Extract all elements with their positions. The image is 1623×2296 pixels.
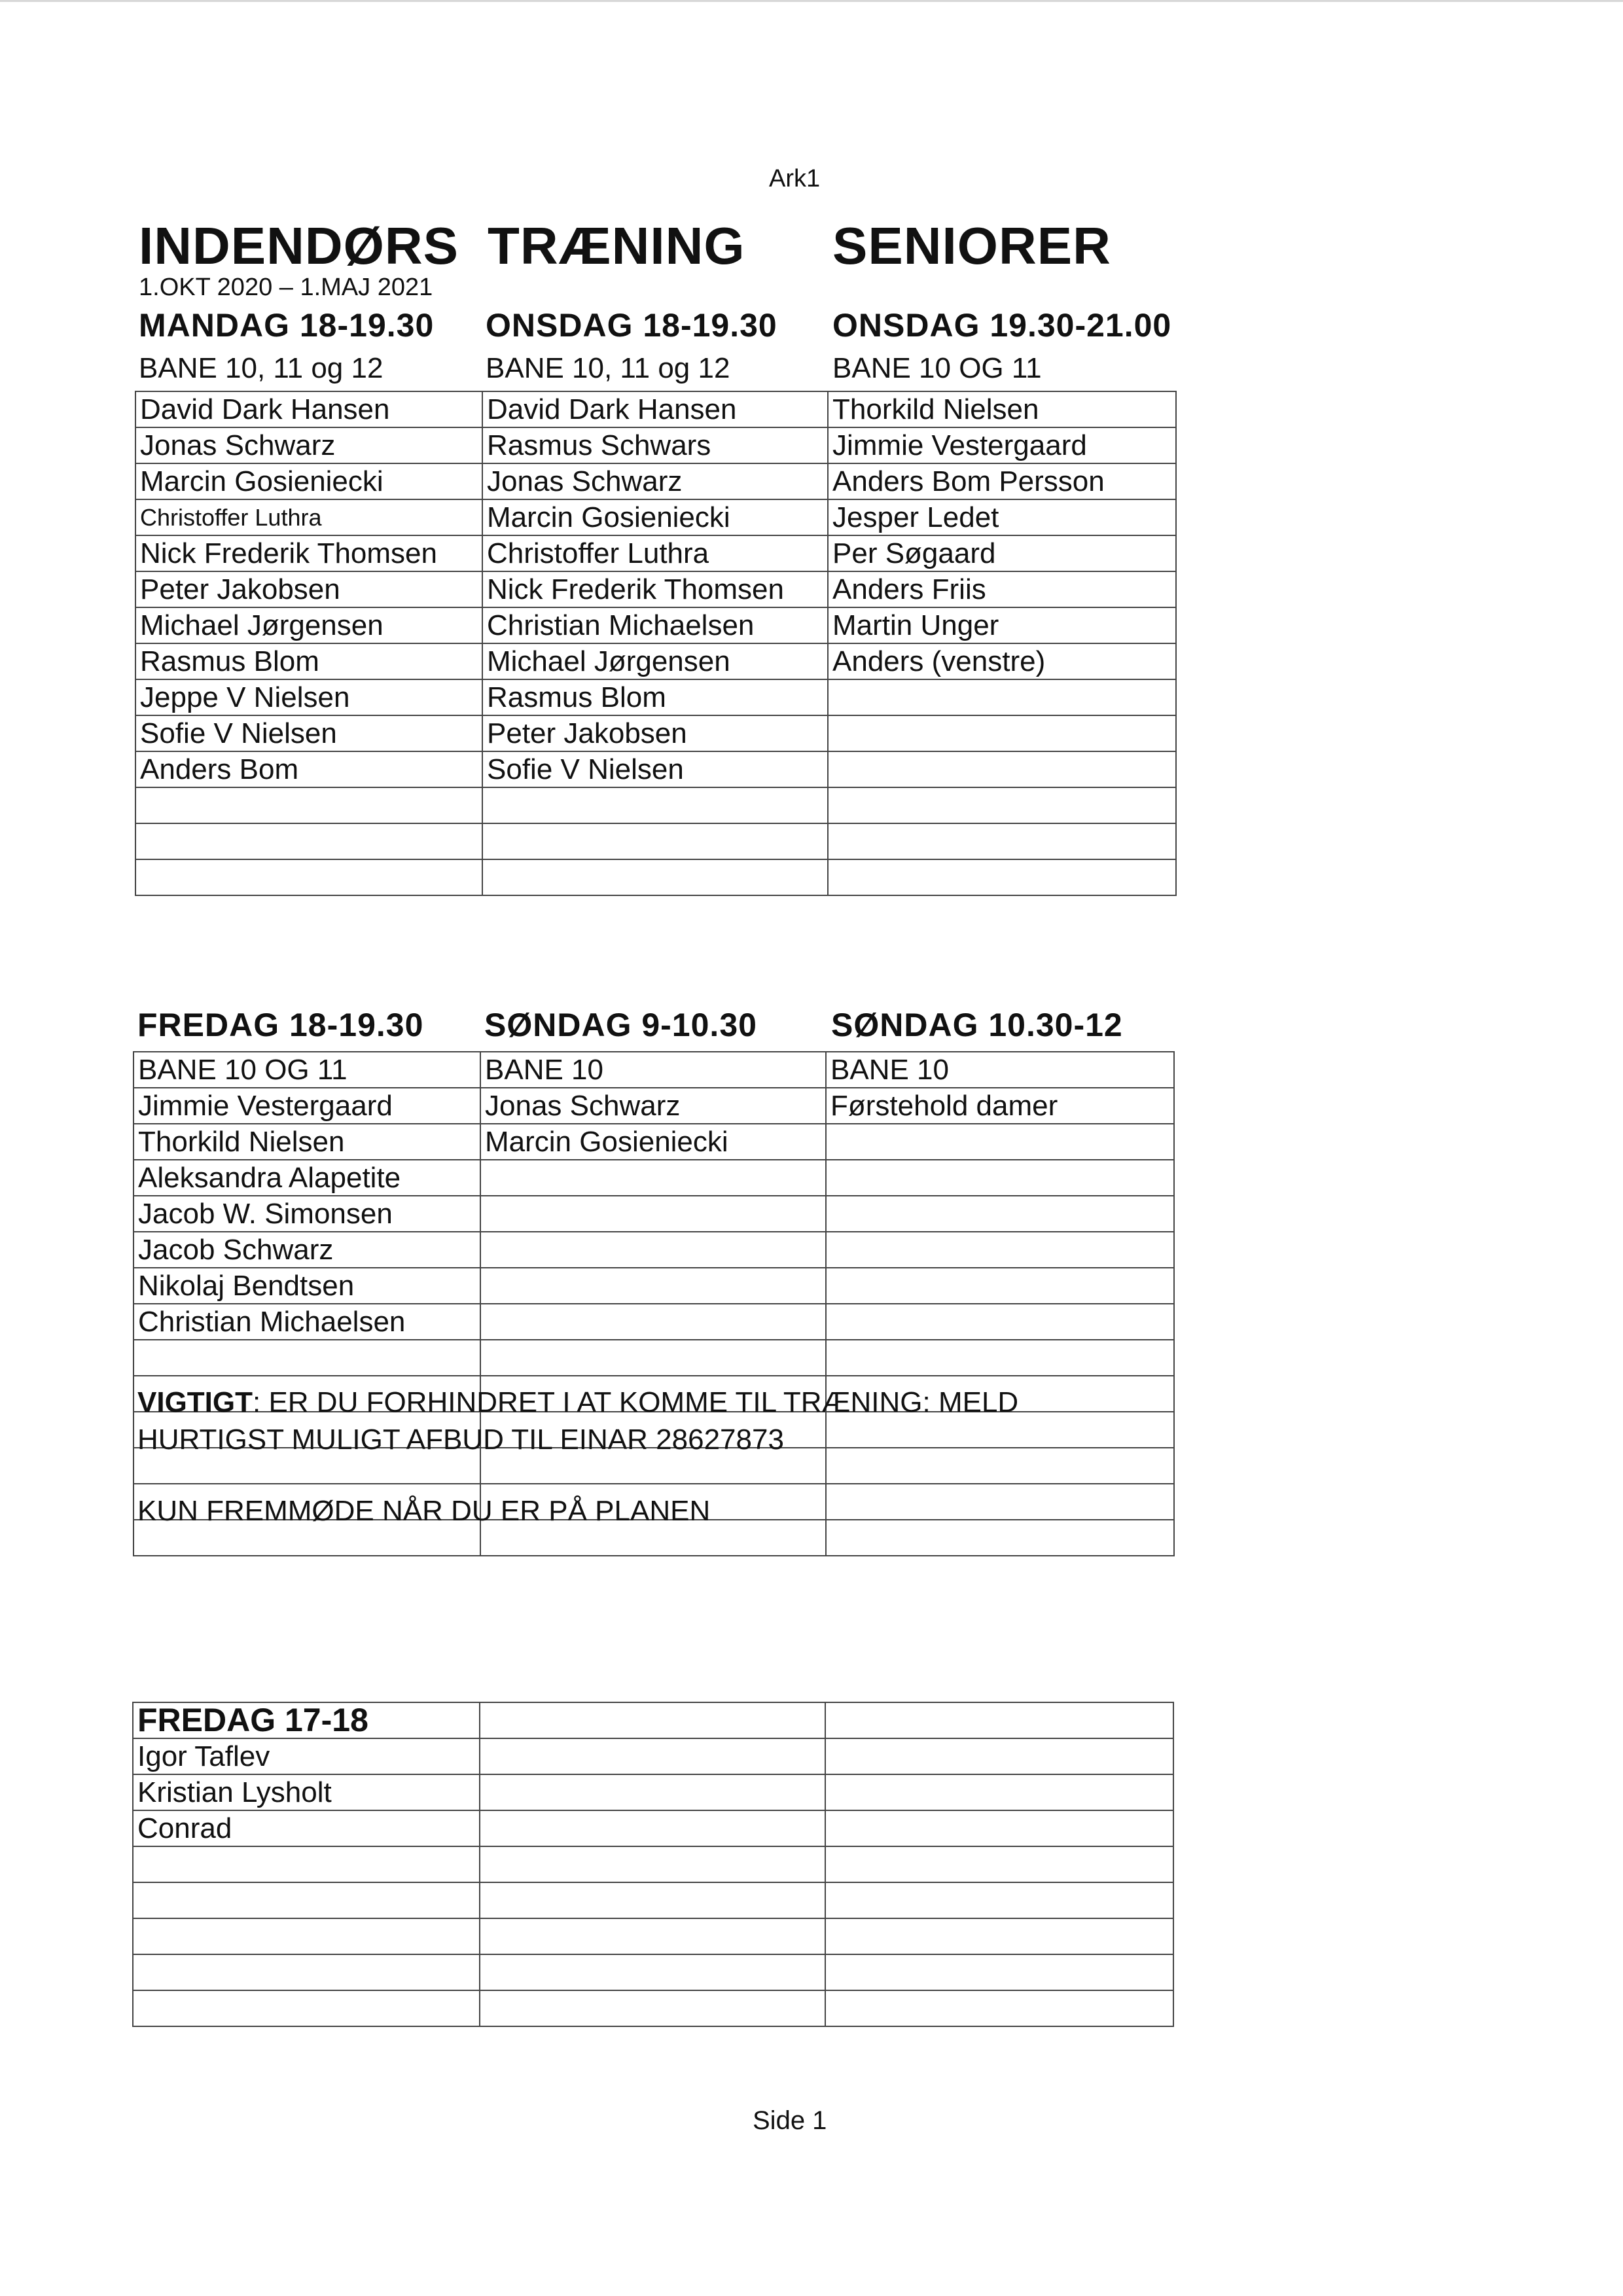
player-cell: Jeppe V Nielsen (135, 679, 482, 715)
empty-cell (134, 1340, 480, 1376)
empty-cell (826, 1520, 1174, 1556)
court-monday: BANE 10, 11 og 12 (139, 352, 383, 384)
court-cell: BANE 10 OG 11 (134, 1052, 480, 1088)
empty-cell (826, 1232, 1174, 1268)
player-cell: Christoffer Luthra (482, 535, 828, 571)
player-cell: Marcin Gosieniecki (482, 499, 828, 535)
court-wednesday-early: BANE 10, 11 og 12 (486, 352, 730, 384)
day-friday-early: FREDAG 17-18 (133, 1702, 480, 1738)
table-row (133, 1810, 1173, 1846)
empty-cell (480, 1340, 826, 1376)
empty-cell (825, 1954, 1173, 1990)
schedule-table-1 (135, 391, 1177, 896)
empty-cell (825, 1702, 1173, 1738)
player-cell: Igor Taflev (133, 1738, 480, 1774)
empty-cell (825, 1990, 1173, 2026)
table-row (135, 427, 1176, 463)
court-wednesday-late: BANE 10 OG 11 (832, 352, 1042, 384)
day-sunday-early: SØNDAG 9-10.30 (484, 1007, 757, 1043)
empty-cell (825, 1774, 1173, 1810)
table-row (135, 607, 1176, 643)
player-cell: Christian Michaelsen (134, 1304, 480, 1340)
scan-edge-line (0, 0, 1623, 2)
day-wednesday-early: ONSDAG 18-19.30 (486, 307, 777, 344)
table-row (133, 1774, 1173, 1810)
empty-cell (825, 1846, 1173, 1882)
table-row (134, 1268, 1174, 1304)
notice-cell (826, 1484, 1174, 1520)
player-cell: Per Søgaard (828, 535, 1176, 571)
empty-cell (133, 1846, 480, 1882)
empty-cell (825, 1882, 1173, 1918)
empty-cell (480, 1810, 825, 1846)
table-row (135, 823, 1176, 859)
player-cell: Christoffer Luthra (135, 499, 482, 535)
table-row (135, 499, 1176, 535)
table-row (133, 1954, 1173, 1990)
player-cell: Peter Jakobsen (482, 715, 828, 751)
empty-cell (133, 1882, 480, 1918)
empty-cell (482, 787, 828, 823)
table-row (133, 1702, 1173, 1738)
empty-cell (135, 787, 482, 823)
table-row (135, 643, 1176, 679)
player-cell: Jimmie Vestergaard (828, 427, 1176, 463)
player-cell: Jonas Schwarz (135, 427, 482, 463)
empty-cell (480, 1954, 825, 1990)
player-cell: Anders Bom Persson (828, 463, 1176, 499)
player-cell: Jonas Schwarz (480, 1088, 826, 1124)
table-row (135, 535, 1176, 571)
court-cell: BANE 10 (826, 1052, 1174, 1088)
empty-cell (828, 751, 1176, 787)
empty-cell (480, 1232, 826, 1268)
player-cell: Jacob W. Simonsen (134, 1196, 480, 1232)
notice-line-2: HURTIGST MULIGT AFBUD TIL EINAR 28627873 (137, 1424, 784, 1456)
notice-line-1 (137, 1386, 1018, 1419)
empty-cell (828, 859, 1176, 895)
player-cell: Martin Unger (828, 607, 1176, 643)
empty-cell (825, 1738, 1173, 1774)
empty-cell (480, 1990, 825, 2026)
notice-line-3: KUN FREMMØDE NÅR DU ER PÅ PLANEN (137, 1495, 711, 1527)
empty-cell (480, 1196, 826, 1232)
empty-cell (480, 1160, 826, 1196)
court-cell: BANE 10 (480, 1052, 826, 1088)
player-cell: Michael Jørgensen (482, 643, 828, 679)
empty-cell (133, 1918, 480, 1954)
empty-cell (480, 1846, 825, 1882)
table-row (133, 1846, 1173, 1882)
empty-cell (482, 859, 828, 895)
empty-cell (480, 1774, 825, 1810)
player-cell: Anders Friis (828, 571, 1176, 607)
player-cell: Aleksandra Alapetite (134, 1160, 480, 1196)
empty-cell (828, 715, 1176, 751)
player-cell: Rasmus Blom (135, 643, 482, 679)
notice-text-1: : ER DU FORHINDRET I AT KOMME TIL TRÆNING: MELD (253, 1386, 1019, 1418)
player-cell: Sofie V Nielsen (135, 715, 482, 751)
table-row (133, 1882, 1173, 1918)
title-indendors: INDENDØRS (139, 217, 459, 275)
player-cell: Jacob Schwarz (134, 1232, 480, 1268)
table-row (135, 571, 1176, 607)
player-cell: David Dark Hansen (135, 391, 482, 427)
table-row (134, 1052, 1174, 1088)
empty-cell (480, 1304, 826, 1340)
table-row (133, 1990, 1173, 2026)
empty-cell (480, 1882, 825, 1918)
empty-cell (826, 1196, 1174, 1232)
table-row (135, 679, 1176, 715)
player-cell: Nick Frederik Thomsen (135, 535, 482, 571)
empty-cell (828, 679, 1176, 715)
table-row (134, 1088, 1174, 1124)
table-row (133, 1918, 1173, 1954)
player-cell: Michael Jørgensen (135, 607, 482, 643)
empty-cell (480, 1918, 825, 1954)
day-wednesday-late: ONSDAG 19.30-21.00 (832, 307, 1172, 344)
table-row (133, 1738, 1173, 1774)
empty-cell (826, 1340, 1174, 1376)
empty-cell (826, 1268, 1174, 1304)
day-monday: MANDAG 18-19.30 (139, 307, 435, 344)
sheet-name: Ark1 (769, 165, 821, 192)
empty-cell (482, 823, 828, 859)
player-cell: Thorkild Nielsen (134, 1124, 480, 1160)
empty-cell (480, 1738, 825, 1774)
player-cell: Christian Michaelsen (482, 607, 828, 643)
title-traening: TRÆNING (488, 217, 745, 275)
table-row (135, 787, 1176, 823)
schedule-table-2 (133, 1051, 1175, 1556)
player-cell: Jonas Schwarz (482, 463, 828, 499)
player-cell: Nick Frederik Thomsen (482, 571, 828, 607)
table-row (134, 1340, 1174, 1376)
player-cell: Jimmie Vestergaard (134, 1088, 480, 1124)
empty-cell (480, 1268, 826, 1304)
player-cell: Thorkild Nielsen (828, 391, 1176, 427)
player-cell: Marcin Gosieniecki (135, 463, 482, 499)
empty-cell (826, 1124, 1174, 1160)
empty-cell (135, 823, 482, 859)
empty-cell (133, 1990, 480, 2026)
player-cell: Peter Jakobsen (135, 571, 482, 607)
player-cell: Conrad (133, 1810, 480, 1846)
player-cell: Nikolaj Bendtsen (134, 1268, 480, 1304)
table-row (134, 1124, 1174, 1160)
empty-cell (828, 787, 1176, 823)
table-row (135, 391, 1176, 427)
title-seniorer: SENIORER (832, 217, 1111, 275)
empty-cell (826, 1448, 1174, 1484)
empty-cell (480, 1702, 825, 1738)
empty-cell (825, 1918, 1173, 1954)
player-cell: Anders Bom (135, 751, 482, 787)
table-row (134, 1196, 1174, 1232)
table-row (134, 1304, 1174, 1340)
table-row (135, 715, 1176, 751)
player-cell: David Dark Hansen (482, 391, 828, 427)
notice-label: VIGTIGT (137, 1386, 253, 1418)
table-row (135, 463, 1176, 499)
table-row (134, 1232, 1174, 1268)
empty-cell (828, 823, 1176, 859)
empty-cell (135, 859, 482, 895)
player-cell: Rasmus Schwars (482, 427, 828, 463)
empty-cell (133, 1954, 480, 1990)
empty-cell (825, 1810, 1173, 1846)
page-number: Side 1 (753, 2106, 827, 2135)
table-row (135, 859, 1176, 895)
day-sunday-late: SØNDAG 10.30-12 (831, 1007, 1123, 1043)
empty-cell (826, 1304, 1174, 1340)
day-friday-late: FREDAG 18-19.30 (137, 1007, 424, 1043)
table-row (134, 1160, 1174, 1196)
player-cell: Anders (venstre) (828, 643, 1176, 679)
player-cell: Jesper Ledet (828, 499, 1176, 535)
season-period: 1.OKT 2020 – 1.MAJ 2021 (139, 274, 433, 301)
empty-cell (826, 1160, 1174, 1196)
player-cell: Sofie V Nielsen (482, 751, 828, 787)
schedule-table-3 (132, 1702, 1174, 2027)
player-cell: Førstehold damer (826, 1088, 1174, 1124)
table-row (135, 751, 1176, 787)
player-cell: Rasmus Blom (482, 679, 828, 715)
player-cell: Marcin Gosieniecki (480, 1124, 826, 1160)
player-cell: Kristian Lysholt (133, 1774, 480, 1810)
